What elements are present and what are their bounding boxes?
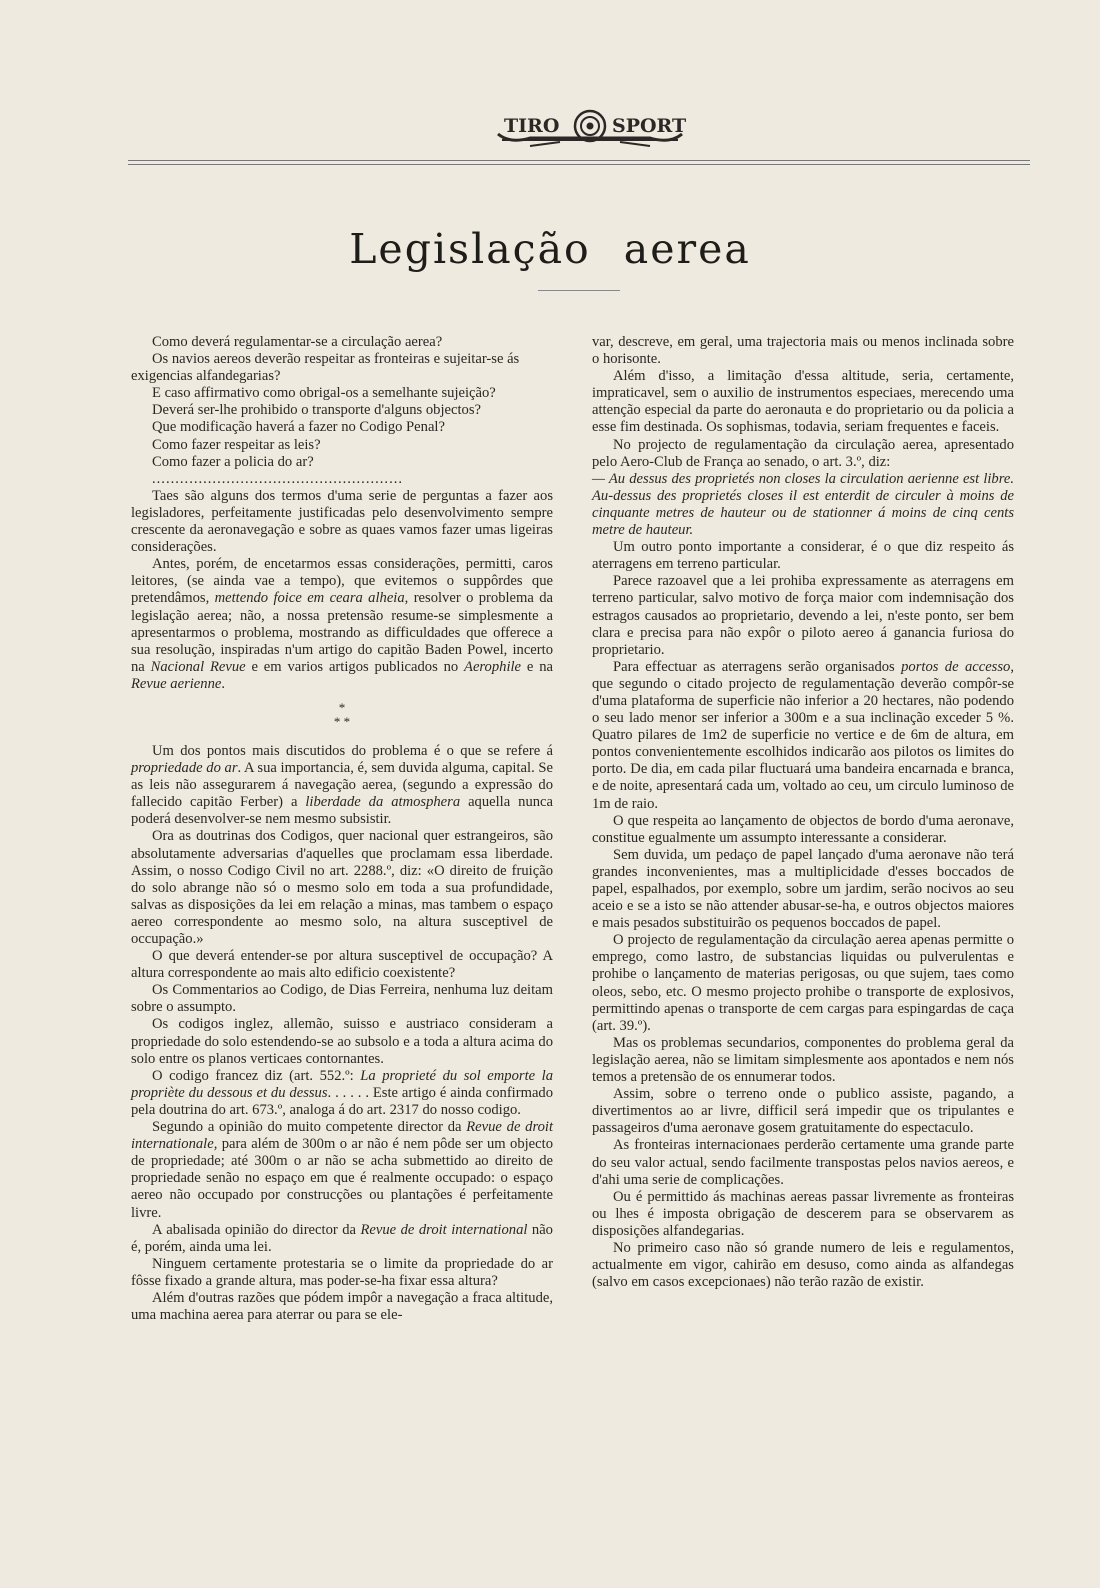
paragraph: Os codigos inglez, allemão, suisso e austriaco consideram a propriedade do solo estendendo-se ao subsolo e a toda a altura acima do solo entre os planos verticaes contornantes. — [131, 1016, 553, 1067]
paragraph: Ou é permittido ás machinas aereas passar livremente as fronteiras ou lhes é imposta obrigação de descerem para se observarem as disposições alfandegarias. — [592, 1188, 1014, 1239]
question-7: Como fazer a policia do ar? — [152, 453, 314, 470]
paragraph: Parece razoavel que a lei prohiba expressamente as aterragens em terreno particular, salvo motivo de força maior com indemnisação dos estragos causados ao proprietario, devendo a lei, n'este ponto, ser bem clara e precisa para não expôr o piloto aereo á ganancia furiosa do proprietario. — [592, 573, 1014, 658]
paragraph: Assim, sobre o terreno onde o publico assiste, pagando, a divertimentos ao ar livre, difficil será impedir que os tripulantes e passageiros d'uma aeronave gosem gratuitamente do espectaculo. — [592, 1086, 1014, 1137]
paragraph: O que deverá entender-se por altura susceptivel de occupação? A altura correspondente ao mais alto edificio coexistente? — [131, 948, 553, 982]
paragraph: Antes, porém, de encetarmos essas considerações, permitti, caros leitores, (se ainda vae a tempo), que evitemos o suppôrdes que pretendâmos, mettendo foice em ceara alheia, resolver o problema da legislação aerea; não, a nossa pretensão resume-se simplesmente a apresentarmos o problema, mostrando as difficuldades que offerece a sua resolução, inspiradas n'um artigo do capitão Baden Powel, incerto na Nacional Revue e em varios artigos publicados no Aerophile e na Revue aerienne. — [131, 556, 553, 692]
paragraph: Um dos pontos mais discutidos do problema é o que se refere á propriedade do ar. A sua importancia, é, sem duvida alguma, capital. Se as leis não assegurarem á navegação aerea, (segundo a expressão do fallecido capitão Ferber) a liberdade da atmosphera aquella nunca poderá desenvolver-se nem mesmo subsistir. — [131, 742, 553, 828]
question-3: E caso affirmativo como obrigal-os a semelhante sujeição? — [152, 385, 496, 402]
ellipsis-line: ...................................................... — [152, 470, 404, 487]
paragraph: No primeiro caso não só grande numero de leis e regulamentos, actualmente em vigor, cahirão em desuso, como ainda as alfandegas (salvo em casos excepcionaes) não terão razão de existir. — [592, 1239, 1014, 1291]
paragraph: Sem duvida, um pedaço de papel lançado d'uma aeronave não terá grandes inconvenientes, mas a multiplicidade d'esses boccados de papel, espalhados, por exemplo, sobre um jardim, serão nocivos ao seu aceio e se a isto se não attender abusar-se-ha, e outros objectos maiores e mais pesados substituirão os pequenos boccados de papel. — [592, 846, 1014, 932]
paragraph: Taes são alguns dos termos d'uma serie de perguntas a fazer aos legisladores, perfeitamente justificadas pelo desenvolvimento sempre crescente da aeronavegação e sobre as quaes vamos fazer umas ligeiras considerações. — [131, 487, 553, 556]
svg-text:SPORT: SPORT — [612, 115, 687, 137]
paragraph: var, descreve, em geral, uma trajectoria mais ou menos inclinada sobre o horisonte. — [592, 334, 1014, 368]
article-title: Legislação aerea — [349, 225, 751, 274]
paragraph: Para effectuar as aterragens serão organisados portos de accesso, que segundo o citado projecto de regulamentação deverão compôr-se d'uma plataforma de superficie não inferior a 20 hectares, não podendo o seu lado menor ser inferior a 300m e a sua inclinação exceder 5 %. Quatro pilares de 1m2 de superficie no vertice e de 6m de altura, em pontos convenientemente escolhidos indicarão aos pilotos os limites do porto. De dia, em cada pilar fluctuará uma bandeira encarnada e branca, e de noite, apresentará cada um, voltado ao ceu, um circulo luminoso de 1m de raio. — [592, 658, 1014, 812]
paragraph: O codigo francez diz (art. 552.º: La proprieté du sol emporte la propriète du dessous et du dessus. . . . . . Este artigo é ainda confirmado pela doutrina do art. 673.º, analoga á do art. 2317 do nosso codigo. — [131, 1067, 554, 1118]
question-6: Como fazer respeitar as leis? — [152, 436, 321, 453]
paragraph: Mas os problemas secundarios, componentes do problema geral da legislação aerea, não se limitam simplesmente aos apontados e nem nós temos a pretensão de os ennumerar todos. — [592, 1034, 1014, 1086]
paragraph: Ninguem certamente protestaria se o limite da propriedade do ar fôsse fixado a grande altura, mas poder-se-ha fixar essa altura? — [131, 1255, 553, 1289]
title-divider — [538, 290, 620, 291]
paragraph: Os Commentarios ao Codigo, de Dias Ferreira, nenhuma luz deitam sobre o assumpto. — [131, 982, 553, 1016]
header-rules — [128, 160, 1030, 168]
paragraph: O projecto de regulamentação da circulação aerea apenas permitte o emprego, como lastro, de substancias liquidas ou pulverulentas e prohibe o lançamento de materias perigosas, ou que sujem, taes como oleos, sebo, etc. O mesmo projecto prohibe o transporte de explosivos, permittindo apenas o transporte de cem cargas para espingardas de caça (art. 39.º). — [592, 932, 1014, 1034]
paragraph: Além d'isso, a limitação d'essa altitude, seria, certamente, impraticavel, sem o auxilio de instrumentos especiaes, merecendo uma attenção especial da parte do aeronauta e do proprietario ou da policia a esse fim destinada. Os sophismas, todavia, seriam frequentes e faceis. — [592, 368, 1014, 436]
question-4: Deverá ser-lhe prohibido o transporte d'alguns objectos? — [152, 402, 481, 419]
question-1: Como deverá regulamentar-se a circulação aerea? — [152, 334, 443, 350]
paragraph: Segundo a opinião do muito competente director da Revue de droit internationale, para além de 300m o ar não é nem pôde ser um objecto de propriedade; até 300m o ar não se acha submettido ao direito de propriedade senão no espaço em que é realmente occupado: o espaço aereo não occupado por construcções ou plantações é perfeitamente livre. — [131, 1119, 553, 1221]
quoted-article: — Au dessus des proprietés non closes la circulation aerienne est libre. Au-dessus des proprietés closes il est enterdit de circuler à moins de cinquante metres de hauteur ou de stationner á moins de cinq cents metre de hauteur. — [592, 470, 1014, 539]
svg-text:TIRO: TIRO — [504, 115, 560, 137]
paragraph: O que respeita ao lançamento de objectos de bordo d'uma aeronave, constitue egualmente um assumpto interessante a considerar. — [592, 812, 1014, 846]
question-5: Que modificação haverá a fazer no Codigo Penal? — [152, 419, 445, 436]
paragraph: No projecto de regulamentação da circulação aerea, apresentado pelo Aero-Club de França ao senado, o art. 3.º, diz: — [592, 436, 1014, 470]
left-column — [131, 334, 553, 1324]
masthead-logo — [490, 104, 690, 152]
paragraph: Ora as doutrinas dos Codigos, quer nacional quer estrangeiros, são absolutamente adversarias d'aquelles que proclamam essa liberdade. Assim, o nosso Codigo Civil no art. 2288.º, diz: «O direito de fruição do solo abrange não só o mesmo solo em toda a sua profundidade, salvas as disposições da lei em relação a minas, mas tambem o espaço aereo correspondente ao mesmo solo, na altura susceptivel de occupação.» — [131, 828, 553, 947]
paragraph: As fronteiras internacionaes perderão certamente uma grande parte do seu valor actual, sendo facilmente transpostas pelos navios aereos, e d'ahi uma serie de complicações. — [592, 1137, 1014, 1188]
right-column — [592, 334, 1014, 1291]
paragraph: A abalisada opinião do director da Revue de droit international não é, porém, ainda uma lei. — [131, 1221, 553, 1255]
paragraph: Um outro ponto importante a considerar, é o que diz respeito ás aterragens em terreno particular. — [592, 539, 1014, 573]
paragraph: Além d'outras razões que pódem impôr a navegação a fraca altitude, uma machina aerea para aterrar ou para se ele- — [131, 1289, 553, 1324]
question-2: Os navios aereos deverão respeitar as fronteiras e sujeitar-se ás exigencias alfandegarias? — [131, 351, 520, 385]
section-asterism: * * * — [333, 699, 351, 729]
